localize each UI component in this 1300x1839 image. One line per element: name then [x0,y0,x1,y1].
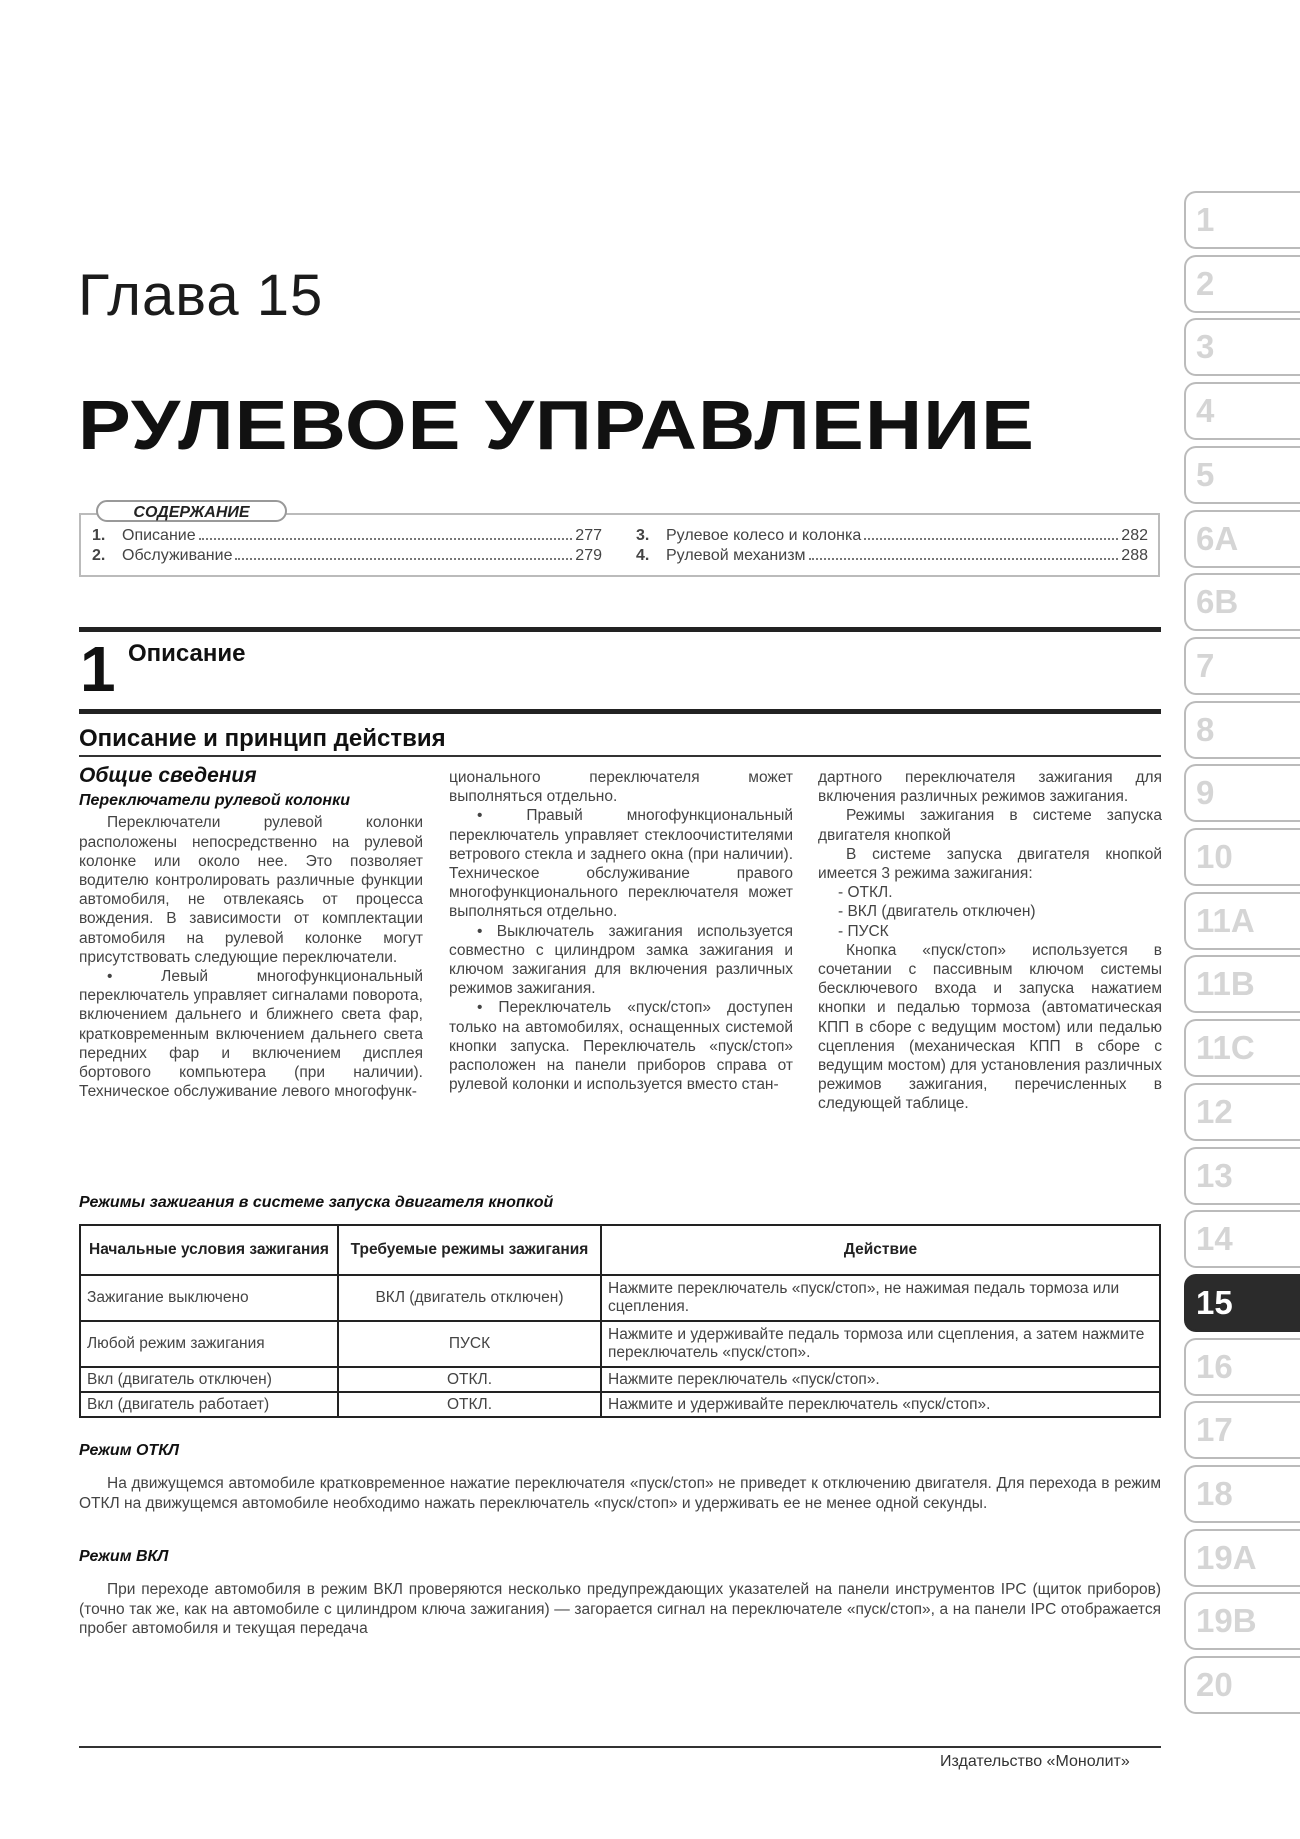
mode-on-text: При переходе автомобиля в режим ВКЛ проверяются несколько предупреждающих указателей на панели инструментов IPC (щиток приборов) (точно так же, как на автомобиле с цилиндром ключа зажигания) — загорается сигнал на переключателе «пуск/стоп», а на панели IPC отображается пробег автомобиля и текущая передача [79,1581,1161,1637]
table-cell: ВКЛ (двигатель отключен) [338,1275,601,1321]
toc-dots [235,546,572,560]
paragraph: В системе запуска двигателя кнопкой имеется 3 режима зажигания: [818,845,1162,883]
toc-item[interactable] [92,546,602,566]
chapter-tab-4[interactable]: 4 [1184,382,1300,440]
paragraph: Режимы зажигания в системе запуска двигателя кнопкой [818,807,1162,844]
section-title: Описание [128,640,246,667]
table-cell: Любой режим зажигания [80,1321,338,1367]
paragraph: дартного переключателя зажигания для включения различных режимов зажигания. [818,769,1162,806]
toc-item-title: Рулевое колесо и колонка [666,527,862,544]
paragraph: • Переключатель «пуск/стоп» доступен только на автомобилях, оснащенных системой кнопки запуска. Переключатель «пуск/стоп» расположен на панели приборов справа от рулевой колонки и используется вместо стан- [449,999,793,1094]
paragraph: • Левый многофункциональный переключатель управляет сигналами поворота, включением дальнего и ближнего света фар, кратковременным включением дальнего света передних фар и включением дисплея бортового компьютера (при наличии). Техническое обслуживание левого многофунк- [79,968,423,1101]
table-caption: Режимы зажигания в системе запуска двигателя кнопкой [79,1194,554,1211]
table-cell: Нажмите переключатель «пуск/стоп». [601,1367,1160,1392]
toc-item-page: 282 [1121,527,1148,544]
toc-item-title: Рулевой механизм [666,547,806,564]
table-cell: Вкл (двигатель работает) [80,1392,338,1417]
column-subheading: Переключатели рулевой колонки [79,792,350,810]
table-cell: ПУСК [338,1321,601,1367]
toc-item-page: 279 [575,547,602,564]
list-item: - ОТКЛ. [854,883,1162,902]
chapter-tab-8[interactable]: 8 [1184,701,1300,759]
toc-item[interactable] [636,546,1148,566]
chapter-title: РУЛЕВОЕ УПРАВЛЕНИЕ [78,386,1036,464]
chapter-tab-6b[interactable]: 6B [1184,573,1300,631]
mode-on-heading: Режим ВКЛ [79,1548,169,1565]
toc-item-page: 277 [575,527,602,544]
table-header: Действие [601,1225,1160,1275]
chapter-tab-10[interactable]: 10 [1184,828,1300,886]
table-header-row [80,1225,1160,1275]
chapter-tab-7[interactable]: 7 [1184,637,1300,695]
chapter-tab-11c[interactable]: 11C [1184,1019,1300,1077]
section-top-rule [79,627,1161,632]
table-cell: Нажмите и удерживайте переключатель «пуск/стоп». [601,1392,1160,1417]
text-column-1 [79,766,423,1101]
chapter-tab-5[interactable]: 5 [1184,446,1300,504]
publisher: Издательство «Монолит» [940,1753,1130,1770]
mode-list [818,883,1162,941]
ignition-modes-table [79,1224,1161,1418]
mode-off-text: На движущемся автомобиле кратковременное нажатие переключателя «пуск/стоп» не приведет к отключению двигателя. Для перехода в режим ОТКЛ на движущемся автомобиле необходимо нажать переключатель «пуск/стоп» и удерживать ее не менее одной секунды. [79,1475,1161,1512]
chapter-tab-19b[interactable]: 19B [1184,1592,1300,1650]
chapter-tab-6a[interactable]: 6A [1184,510,1300,568]
toc-item-num: 1. [92,527,106,544]
toc-item-title: Описание [122,527,196,544]
mode-off-heading: Режим ОТКЛ [79,1442,180,1459]
column-heading: Общие сведения [79,764,257,787]
section-number: 1 [80,633,116,705]
table-header: Начальные условия зажигания [80,1225,338,1275]
text-column-3 [818,768,1162,1114]
chapter-tab-9[interactable]: 9 [1184,764,1300,822]
subsection-heading: Описание и принцип действия [79,725,446,752]
chapter-label: Глава 15 [78,263,324,328]
paragraph: • Выключатель зажигания используется совместно с цилиндром замка зажигания и ключом зажигания для включения различных режимов зажигания. [449,922,793,998]
chapter-tab-18[interactable]: 18 [1184,1465,1300,1523]
chapter-tab-2[interactable]: 2 [1184,255,1300,313]
toc-dots [809,546,1119,560]
chapter-tab-11a[interactable]: 11A [1184,892,1300,950]
paragraph: • Правый многофункциональный переключатель управляет стеклоочистителями ветрового стекла и заднего окна (при наличии). Техническое обслуживание правого многофункционального переключателя может выполняться отдельно. [449,807,793,921]
subsection-rule [79,755,1161,757]
list-item: - ВКЛ (двигатель отключен) [854,902,1162,921]
text-column-2 [449,768,793,1094]
toc-heading: СОДЕРЖАНИЕ [96,500,287,522]
chapter-tab-11b[interactable]: 11B [1184,955,1300,1013]
table-row [80,1321,1160,1367]
chapter-tab-17[interactable]: 17 [1184,1401,1300,1459]
table-cell: ОТКЛ. [338,1367,601,1392]
table-row [80,1367,1160,1392]
toc-item-title: Обслуживание [122,547,233,564]
toc-dots [864,526,1118,540]
toc-dots [199,526,573,540]
toc-item-page: 288 [1121,547,1148,564]
table-row [80,1275,1160,1321]
chapter-tab-16[interactable]: 16 [1184,1338,1300,1396]
paragraph: ционального переключателя может выполняться отдельно. [449,769,793,806]
table-cell: Нажмите и удерживайте педаль тормоза или сцепления, а затем нажмите переключатель «пуск/стоп». [601,1321,1160,1367]
table-cell: Вкл (двигатель отключен) [80,1367,338,1392]
footer-rule [79,1746,1161,1748]
paragraph: Кнопка «пуск/стоп» используется в сочетании с пассивным ключом системы бесключевого входа и запуска нажатием кнопки и педалью тормоза (автоматическая КПП в сборе с ведущим мостом) или педалью сцепления (механическая КПП в сборе с ведущим мостом) для установления различных режимов зажигания, перечисленных в следующей таблице. [818,941,1162,1113]
toc-item-num: 2. [92,547,106,564]
chapter-tab-1[interactable]: 1 [1184,191,1300,249]
chapter-tab-12[interactable]: 12 [1184,1083,1300,1141]
chapter-tab-13[interactable]: 13 [1184,1147,1300,1205]
paragraph: Переключатели рулевой колонки расположены непосредственно на рулевой колонке или около нее. Это позволяет водителю контролировать различные функции автомобиля, не отвлекаясь от процесса вождения. В зависимости от комплектации автомобиля на рулевой колонке могут присутствовать следующие переключатели. [79,814,423,966]
table-cell: Зажигание выключено [80,1275,338,1321]
chapter-tab-19a[interactable]: 19A [1184,1529,1300,1587]
table-header: Требуемые режимы зажигания [338,1225,601,1275]
toc-item-num: 3. [636,527,650,544]
table-row [80,1392,1160,1417]
toc-item-num: 4. [636,547,650,564]
table-cell: Нажмите переключатель «пуск/стоп», не нажимая педаль тормоза или сцепления. [601,1275,1160,1321]
list-item: - ПУСК [854,922,1162,941]
toc-item[interactable] [636,526,1148,546]
chapter-tab-3[interactable]: 3 [1184,318,1300,376]
chapter-tab-15[interactable]: 15 [1184,1274,1300,1332]
chapter-tab-14[interactable]: 14 [1184,1210,1300,1268]
section-bottom-rule [79,709,1161,714]
chapter-tab-20[interactable]: 20 [1184,1656,1300,1714]
table-cell: ОТКЛ. [338,1392,601,1417]
toc-item[interactable] [92,526,602,546]
